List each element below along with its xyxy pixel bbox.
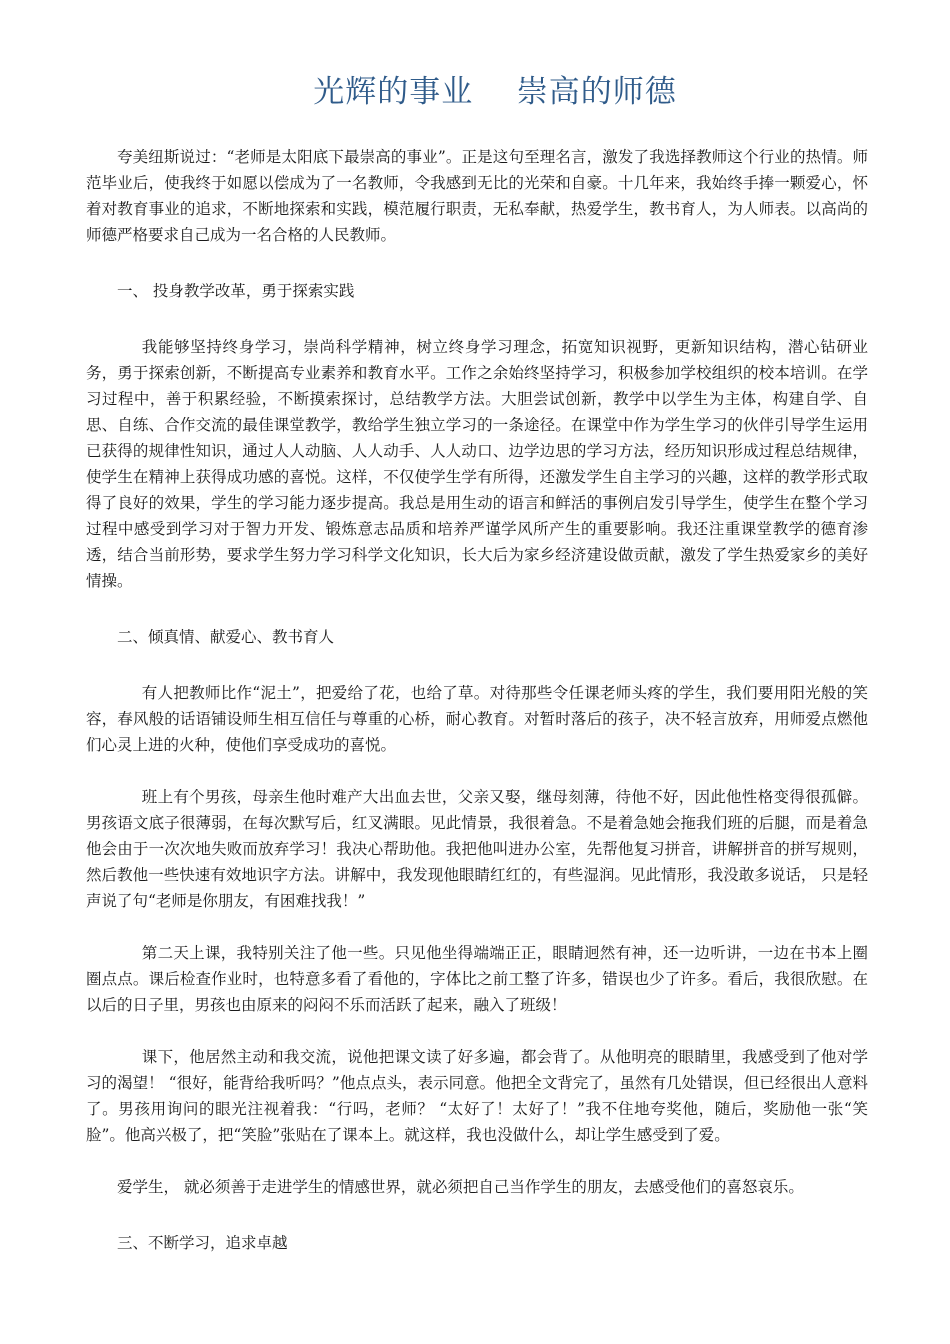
section-1-heading: 一、 投身教学改革，勇于探索实践 [117,282,355,300]
intro-paragraph: 夸美纽斯说过：“老师是太阳底下最崇高的事业”。正是这句至理名言，激发了我选择教师这个行业的热情。师范毕业后，使我终于如愿以偿成为了一名教师，令我感到无比的光荣和自豪。十几年来，我始终手捧一颗爱心，怀着对教育事业的追求，不断地探索和实践，模范履行职责，无私奉献，热爱学生，教书育人，为人师表。以高尚的师德严格要求自己成为一名合格的人民教师。 [86,148,868,244]
section-2-paragraph-4: 课下，他居然主动和我交流，说他把课文读了好多遍，都会背了。从他明亮的眼睛里，我感受到了他对学习的渴望！ “很好，能背给我听吗？”他点点头，表示同意。他把全文背完了，虽然有几处错误，但已经很出人意料了。男孩用询问的眼光注视着我：“行吗，老师？ “太好了！太好了！”我不住地夸奖他，随后，奖励他一张“笑脸”。他高兴极了，把“笑脸”张贴在了课本上。就这样，我也没做什么，却让学生感受到了爱。 [86,1048,868,1144]
section-2-heading: 二、倾真情、献爱心、教书育人 [117,628,335,646]
section-2-paragraph-1: 有人把教师比作“泥土”，把爱给了花，也给了草。对待那些令任课老师头疼的学生，我们要用阳光般的笑容，春风般的话语铺设师生相互信任与尊重的心桥，耐心教育。对暂时落后的孩子，决不轻言放弃，用师爱点燃他们心灵上进的火种，使他们享受成功的喜悦。 [86,684,868,754]
section-3-heading: 三、不断学习，追求卓越 [117,1234,288,1252]
document-title: 光辉的事业 崇高的师德 [313,74,677,110]
section-2-paragraph-2: 班上有个男孩，母亲生他时难产大出血去世，父亲又娶，继母刻薄，待他不好，因此他性格变得很孤僻。男孩语文底子很薄弱，在每次默写后，红叉满眼。见此情景，我很着急。不是着急她会拖我们班的后腿，而是着急他会由于一次次地失败而放弃学习！我决心帮助他。我把他叫进办公室，先帮他复习拼音，讲解拼音的拼写规则，然后教他一些快速有效地识字方法。讲解中，我发现他眼睛红红的，有些湿润。见此情形，我没敢多说话， 只是轻声说了句“老师是你朋友，有困难找我！” [86,788,868,910]
section-1-paragraph: 我能够坚持终身学习，崇尚科学精神，树立终身学习理念，拓宽知识视野，更新知识结构，潜心钻研业务，勇于探索创新，不断提高专业素养和教育水平。工作之余始终坚持学习，积极参加学校组织的校本培训。在学习过程中，善于积累经验，不断摸索探讨，总结教学方法。大胆尝试创新，教学中以学生为主体，构建自学、自思、自练、合作交流的最佳课堂教学，教给学生独立学习的一条途径。在课堂中作为学生学习的伙伴引导学生运用已获得的规律性知识，通过人人动脑、人人动手、人人动口、边学边思的学习方法，经历知识形成过程总结规律，使学生在精神上获得成功感的喜悦。这样，不仅使学生学有所得，还激发学生自主学习的兴趣，这样的教学形式取得了良好的效果，学生的学习能力逐步提高。我总是用生动的语言和鲜活的事例启发引导学生，使学生在整个学习过程中感受到学习对于智力开发、锻炼意志品质和培养严谨学风所产生的重要影响。我还注重课堂教学的德育渗透，结合当前形势，要求学生努力学习科学文化知识，长大后为家乡经济建设做贡献，激发了学生热爱家乡的美好情操。 [86,338,868,590]
document-body [86,144,868,1256]
section-2-paragraph-5: 爱学生， 就必须善于走进学生的情感世界，就必须把自己当作学生的朋友，去感受他们的喜怒哀乐。 [117,1178,804,1196]
section-2-paragraph-3: 第二天上课，我特别关注了他一些。只见他坐得端端正正，眼睛迥然有神，还一边听讲，一边在书本上圈圈点点。课后检查作业时，也特意多看了看他的，字体比之前工整了许多，错误也少了许多。看后，我很欣慰。在以后的日子里，男孩也由原来的闷闷不乐而活跃了起来，融入了班级！ [86,944,868,1014]
